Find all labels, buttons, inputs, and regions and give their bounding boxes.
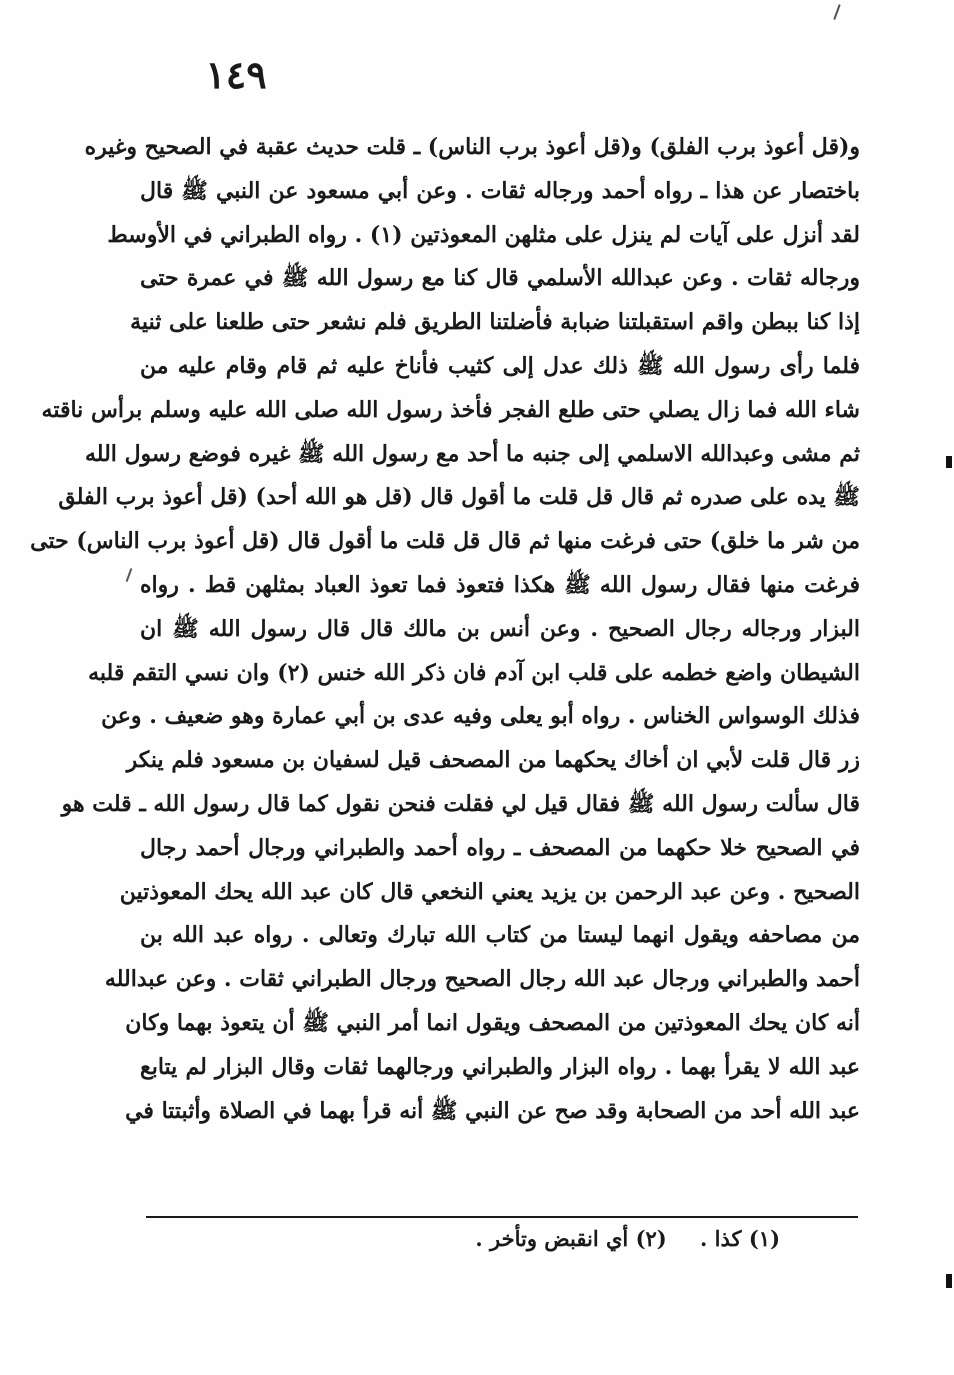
- text-line: الشيطان واضع خطمه على قلب ابن آدم فان ذكر الله خنس (٢) وان نسي التقم قلبه: [88, 659, 860, 686]
- text-line: فلما رأى رسول الله ﷺ ذلك عدل إلى كثيب فأناخ عليه ثم قام وقام عليه من: [140, 352, 860, 379]
- footnote-1: (١) كذا .: [700, 1226, 780, 1251]
- text-line: الصحيح . وعن عبد الرحمن بن يزيد يعني النخعي قال كان عبد الله يحك المعوذتين: [119, 878, 860, 905]
- text-line: ﷺ يده على صدره ثم قال قل قلت ما أقول قال (قل هو الله أحد) (قل أعوذ برب الفلق: [58, 484, 860, 511]
- text-line: عبد الله أحد من الصحابة وقد صح عن النبي ﷺ أنه قرأ بهما في الصلاة وأثبتتا في: [125, 1097, 860, 1124]
- footnote-2: (٢) أي انقبض وتأخر .: [475, 1226, 667, 1251]
- scan-pencil-mark: [126, 568, 133, 582]
- text-line: قال سألت رسول الله ﷺ فقال قيل لي فقلت فنحن نقول كما قال رسول الله ـ قلت هو: [61, 790, 860, 817]
- main-text-block: [30, 126, 860, 1133]
- text-line: زر قال قلت لأبي ان أخاك يحكهما من المصحف قيل لسفيان بن مسعود فلم ينكر: [126, 747, 860, 774]
- footnotes: [400, 1226, 780, 1251]
- text-line: في الصحيح خلا حكهما من المصحف ـ رواه أحمد والطبراني ورجال أحمد رجال: [140, 834, 860, 861]
- text-line: ورجاله ثقات . وعن عبدالله الأسلمي قال كنا مع رسول الله ﷺ في عمرة حتى: [140, 265, 860, 292]
- scan-edge-mark: [946, 1274, 952, 1288]
- text-line: أحمد والطبراني ورجال عبد الله رجال الصحيح ورجال الطبراني ثقات . وعن عبدالله: [104, 966, 860, 993]
- text-line: لقد أنزل على آيات لم ينزل على مثلهن المعوذتين (١) . رواه الطبراني في الأوسط: [107, 221, 860, 248]
- text-line: أنه كان يحك المعوذتين من المصحف ويقول انما أمر النبي ﷺ أن يتعوذ بهما وكان: [125, 1009, 860, 1036]
- text-line: من مصاحفه ويقول انهما ليستا من كتاب الله تبارك وتعالى . رواه عبد الله بن: [140, 922, 860, 949]
- footnote-divider: [146, 1216, 858, 1218]
- text-line: شاء الله فما زال يصلي حتى طلع الفجر فأخذ رسول الله صلى الله عليه وسلم برأس ناقته: [41, 396, 860, 423]
- text-line: ثم مشى وعبدالله الاسلمي إلى جنبه ما أحد مع رسول الله ﷺ غيره فوضع رسول الله: [85, 440, 860, 467]
- page-number: ١٤٩: [205, 52, 267, 97]
- text-line: البزار ورجاله رجال الصحيح . وعن أنس بن مالك قال قال رسول الله ﷺ ان: [140, 615, 860, 642]
- text-line: و(قل أعوذ برب الفلق) و(قل أعوذ برب الناس) ـ قلت حديث عقبة في الصحيح وغيره: [84, 134, 860, 160]
- text-line: فرغت منها فقال رسول الله ﷺ هكذا فتعوذ فما تعوذ العباد بمثلهن قط . رواه: [140, 571, 860, 598]
- scan-pencil-mark: [833, 4, 840, 20]
- text-line: إذا كنا ببطن واقم استقبلتنا ضبابة فأضلتنا الطريق فلم نشعر حتى طلعنا على ثنية: [130, 309, 860, 336]
- text-line: فذلك الوسواس الخناس . رواه أبو يعلى وفيه عدى بن أبي عمارة وهو ضعيف . وعن: [101, 703, 860, 730]
- text-line: عبد الله لا يقرأ بهما . رواه البزار والطبراني ورجالهما ثقات وقال البزار لم يتابع: [140, 1053, 860, 1080]
- scan-edge-mark: [946, 456, 952, 468]
- text-line: من شر ما خلق) حتى فرغت منها ثم قال قل قلت ما أقول قال (قل أعوذ برب الناس) حتى: [30, 528, 860, 555]
- text-line: باختصار عن هذا ـ رواه أحمد ورجاله ثقات . وعن أبي مسعود عن النبي ﷺ قال: [140, 177, 860, 204]
